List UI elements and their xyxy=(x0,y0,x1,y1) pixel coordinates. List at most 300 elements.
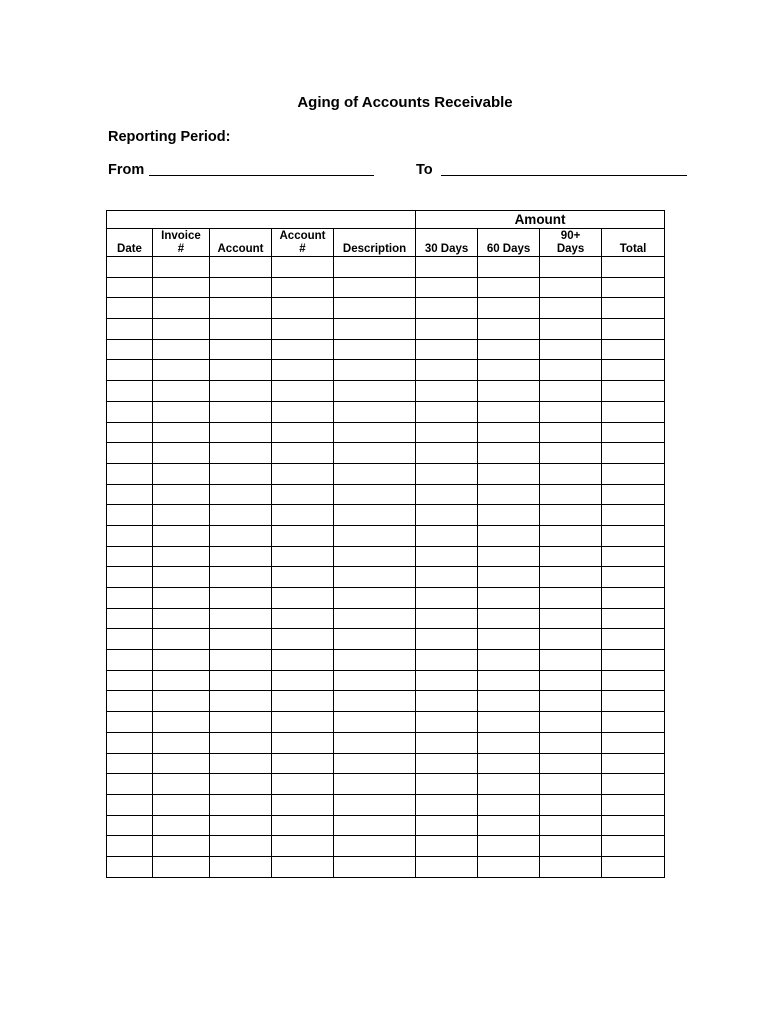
table-cell-d60[interactable] xyxy=(478,774,540,795)
table-cell-account[interactable] xyxy=(210,753,272,774)
table-cell-d30[interactable] xyxy=(416,815,478,836)
table-cell-date[interactable] xyxy=(107,443,153,464)
table-cell-d90[interactable] xyxy=(540,670,602,691)
table-cell-account_no[interactable] xyxy=(272,463,334,484)
table-cell-total[interactable] xyxy=(602,712,665,733)
column-header-date xyxy=(107,229,153,257)
table-cell-invoice[interactable] xyxy=(153,794,210,815)
table-cell-total[interactable] xyxy=(602,319,665,340)
table-cell-date[interactable] xyxy=(107,298,153,319)
table-cell-account_no[interactable] xyxy=(272,319,334,340)
table-cell-account[interactable] xyxy=(210,484,272,505)
table-cell-d30[interactable] xyxy=(416,588,478,609)
table-cell-account[interactable] xyxy=(210,525,272,546)
table-cell-account_no[interactable] xyxy=(272,401,334,422)
table-cell-account[interactable] xyxy=(210,608,272,629)
table-cell-d60[interactable] xyxy=(478,484,540,505)
table-cell-d30[interactable] xyxy=(416,774,478,795)
table-cell-account[interactable] xyxy=(210,463,272,484)
table-cell-date[interactable] xyxy=(107,505,153,526)
table-cell-description[interactable] xyxy=(334,401,416,422)
table-cell-d60[interactable] xyxy=(478,401,540,422)
table-cell-total[interactable] xyxy=(602,691,665,712)
table-cell-d60[interactable] xyxy=(478,608,540,629)
table-cell-description[interactable] xyxy=(334,339,416,360)
table-cell-d60[interactable] xyxy=(478,525,540,546)
table-cell-total[interactable] xyxy=(602,360,665,381)
table-cell-invoice[interactable] xyxy=(153,774,210,795)
table-cell-d60[interactable] xyxy=(478,277,540,298)
table-cell-description[interactable] xyxy=(334,463,416,484)
table-cell-account[interactable] xyxy=(210,381,272,402)
table-cell-description[interactable] xyxy=(334,484,416,505)
table-cell-d90[interactable] xyxy=(540,650,602,671)
table-cell-date[interactable] xyxy=(107,753,153,774)
table-cell-d90[interactable] xyxy=(540,753,602,774)
group-header-row xyxy=(107,211,665,229)
table-cell-account[interactable] xyxy=(210,629,272,650)
table-cell-account[interactable] xyxy=(210,546,272,567)
table-cell-date[interactable] xyxy=(107,608,153,629)
table-cell-d30[interactable] xyxy=(416,836,478,857)
table-cell-d30[interactable] xyxy=(416,319,478,340)
table-cell-invoice[interactable] xyxy=(153,815,210,836)
table-cell-description[interactable] xyxy=(334,629,416,650)
table-cell-description[interactable] xyxy=(334,753,416,774)
table-cell-d90[interactable] xyxy=(540,443,602,464)
table-cell-d90[interactable] xyxy=(540,401,602,422)
table-cell-date[interactable] xyxy=(107,670,153,691)
table-cell-account_no[interactable] xyxy=(272,732,334,753)
table-cell-account_no[interactable] xyxy=(272,443,334,464)
table-cell-d30[interactable] xyxy=(416,525,478,546)
table-cell-account[interactable] xyxy=(210,691,272,712)
table-cell-account_no[interactable] xyxy=(272,381,334,402)
table-cell-d60[interactable] xyxy=(478,732,540,753)
table-cell-d30[interactable] xyxy=(416,794,478,815)
table-cell-description[interactable] xyxy=(334,608,416,629)
table-row xyxy=(107,443,665,464)
table-cell-d90[interactable] xyxy=(540,588,602,609)
table-cell-description[interactable] xyxy=(334,650,416,671)
table-cell-account[interactable] xyxy=(210,856,272,877)
table-cell-date[interactable] xyxy=(107,546,153,567)
table-cell-description[interactable] xyxy=(334,360,416,381)
table-cell-account_no[interactable] xyxy=(272,484,334,505)
table-cell-invoice[interactable] xyxy=(153,629,210,650)
table-cell-d60[interactable] xyxy=(478,319,540,340)
table-cell-total[interactable] xyxy=(602,732,665,753)
table-cell-d30[interactable] xyxy=(416,422,478,443)
table-cell-date[interactable] xyxy=(107,463,153,484)
table-cell-d90[interactable] xyxy=(540,732,602,753)
table-row xyxy=(107,608,665,629)
table-cell-date[interactable] xyxy=(107,567,153,588)
table-cell-account[interactable] xyxy=(210,794,272,815)
table-cell-invoice[interactable] xyxy=(153,319,210,340)
table-cell-account_no[interactable] xyxy=(272,836,334,857)
table-cell-description[interactable] xyxy=(334,732,416,753)
table-cell-description[interactable] xyxy=(334,856,416,877)
table-cell-d30[interactable] xyxy=(416,401,478,422)
table-cell-account[interactable] xyxy=(210,774,272,795)
table-cell-total[interactable] xyxy=(602,608,665,629)
table-cell-d60[interactable] xyxy=(478,836,540,857)
table-cell-d60[interactable] xyxy=(478,670,540,691)
table-cell-total[interactable] xyxy=(602,463,665,484)
table-cell-description[interactable] xyxy=(334,443,416,464)
table-cell-date[interactable] xyxy=(107,629,153,650)
table-cell-account[interactable] xyxy=(210,298,272,319)
table-cell-date[interactable] xyxy=(107,525,153,546)
table-cell-d60[interactable] xyxy=(478,443,540,464)
table-cell-total[interactable] xyxy=(602,567,665,588)
column-header-line2: Date xyxy=(117,243,142,255)
table-cell-d90[interactable] xyxy=(540,463,602,484)
table-cell-account_no[interactable] xyxy=(272,774,334,795)
table-cell-total[interactable] xyxy=(602,422,665,443)
table-cell-account[interactable] xyxy=(210,277,272,298)
table-cell-account_no[interactable] xyxy=(272,525,334,546)
table-cell-account[interactable] xyxy=(210,257,272,278)
table-cell-invoice[interactable] xyxy=(153,463,210,484)
table-cell-date[interactable] xyxy=(107,401,153,422)
table-cell-description[interactable] xyxy=(334,588,416,609)
table-cell-description[interactable] xyxy=(334,546,416,567)
table-cell-account[interactable] xyxy=(210,339,272,360)
table-cell-d90[interactable] xyxy=(540,422,602,443)
table-cell-account_no[interactable] xyxy=(272,298,334,319)
table-cell-description[interactable] xyxy=(334,298,416,319)
table-cell-d30[interactable] xyxy=(416,463,478,484)
table-cell-total[interactable] xyxy=(602,836,665,857)
table-cell-total[interactable] xyxy=(602,339,665,360)
table-cell-invoice[interactable] xyxy=(153,298,210,319)
table-cell-account_no[interactable] xyxy=(272,567,334,588)
table-cell-account[interactable] xyxy=(210,815,272,836)
table-cell-d90[interactable] xyxy=(540,836,602,857)
table-cell-d30[interactable] xyxy=(416,753,478,774)
table-cell-account[interactable] xyxy=(210,443,272,464)
table-cell-total[interactable] xyxy=(602,298,665,319)
table-row xyxy=(107,463,665,484)
table-cell-date[interactable] xyxy=(107,836,153,857)
table-cell-account_no[interactable] xyxy=(272,650,334,671)
table-cell-description[interactable] xyxy=(334,836,416,857)
table-cell-total[interactable] xyxy=(602,650,665,671)
table-cell-account[interactable] xyxy=(210,567,272,588)
table-cell-account_no[interactable] xyxy=(272,339,334,360)
table-cell-d60[interactable] xyxy=(478,546,540,567)
table-cell-date[interactable] xyxy=(107,360,153,381)
table-cell-account[interactable] xyxy=(210,360,272,381)
table-cell-date[interactable] xyxy=(107,691,153,712)
table-cell-description[interactable] xyxy=(334,257,416,278)
table-cell-invoice[interactable] xyxy=(153,401,210,422)
table-cell-d90[interactable] xyxy=(540,525,602,546)
table-cell-description[interactable] xyxy=(334,815,416,836)
table-cell-d90[interactable] xyxy=(540,774,602,795)
table-cell-description[interactable] xyxy=(334,670,416,691)
table-cell-invoice[interactable] xyxy=(153,712,210,733)
table-cell-d60[interactable] xyxy=(478,298,540,319)
table-cell-total[interactable] xyxy=(602,484,665,505)
table-cell-invoice[interactable] xyxy=(153,753,210,774)
table-cell-d90[interactable] xyxy=(540,339,602,360)
table-cell-date[interactable] xyxy=(107,732,153,753)
column-header-d90 xyxy=(540,229,602,257)
column-header-line1: 90+ xyxy=(560,230,581,242)
table-cell-description[interactable] xyxy=(334,691,416,712)
table-cell-d60[interactable] xyxy=(478,463,540,484)
table-cell-invoice[interactable] xyxy=(153,856,210,877)
to-label: To xyxy=(416,162,433,178)
table-cell-d30[interactable] xyxy=(416,381,478,402)
table-cell-total[interactable] xyxy=(602,546,665,567)
table-cell-description[interactable] xyxy=(334,319,416,340)
table-cell-d60[interactable] xyxy=(478,588,540,609)
table-cell-d30[interactable] xyxy=(416,856,478,877)
table-cell-invoice[interactable] xyxy=(153,608,210,629)
table-cell-d90[interactable] xyxy=(540,608,602,629)
table-cell-date[interactable] xyxy=(107,794,153,815)
table-cell-invoice[interactable] xyxy=(153,484,210,505)
table-cell-account[interactable] xyxy=(210,670,272,691)
column-header-total xyxy=(602,229,665,257)
table-cell-d90[interactable] xyxy=(540,712,602,733)
table-cell-d60[interactable] xyxy=(478,339,540,360)
table-cell-d90[interactable] xyxy=(540,546,602,567)
table-cell-invoice[interactable] xyxy=(153,360,210,381)
table-cell-account[interactable] xyxy=(210,588,272,609)
table-cell-total[interactable] xyxy=(602,381,665,402)
table-cell-account_no[interactable] xyxy=(272,753,334,774)
table-cell-date[interactable] xyxy=(107,856,153,877)
table-cell-account_no[interactable] xyxy=(272,856,334,877)
receivables-table xyxy=(106,210,665,878)
table-cell-date[interactable] xyxy=(107,815,153,836)
table-cell-invoice[interactable] xyxy=(153,339,210,360)
table-cell-d30[interactable] xyxy=(416,691,478,712)
table-cell-account[interactable] xyxy=(210,712,272,733)
column-header-line1: Account xyxy=(279,230,326,242)
table-cell-date[interactable] xyxy=(107,257,153,278)
table-cell-description[interactable] xyxy=(334,774,416,795)
table-cell-total[interactable] xyxy=(602,774,665,795)
table-cell-d30[interactable] xyxy=(416,277,478,298)
table-cell-invoice[interactable] xyxy=(153,546,210,567)
table-cell-invoice[interactable] xyxy=(153,836,210,857)
table-cell-d30[interactable] xyxy=(416,505,478,526)
table-cell-d90[interactable] xyxy=(540,629,602,650)
table-row xyxy=(107,856,665,877)
table-cell-d30[interactable] xyxy=(416,567,478,588)
column-header-line2: # xyxy=(177,243,185,255)
table-cell-date[interactable] xyxy=(107,422,153,443)
table-cell-d90[interactable] xyxy=(540,856,602,877)
table-cell-invoice[interactable] xyxy=(153,670,210,691)
table-cell-d60[interactable] xyxy=(478,505,540,526)
table-cell-d60[interactable] xyxy=(478,794,540,815)
table-row xyxy=(107,339,665,360)
table-cell-d60[interactable] xyxy=(478,629,540,650)
column-header-d30 xyxy=(416,229,478,257)
table-cell-total[interactable] xyxy=(602,277,665,298)
table-cell-total[interactable] xyxy=(602,505,665,526)
from-field-line[interactable] xyxy=(149,175,374,176)
table-cell-account_no[interactable] xyxy=(272,815,334,836)
table-cell-invoice[interactable] xyxy=(153,588,210,609)
table-row xyxy=(107,257,665,278)
table-cell-d90[interactable] xyxy=(540,484,602,505)
table-cell-d30[interactable] xyxy=(416,546,478,567)
table-cell-account_no[interactable] xyxy=(272,546,334,567)
table-cell-date[interactable] xyxy=(107,774,153,795)
table-cell-d60[interactable] xyxy=(478,422,540,443)
table-cell-account[interactable] xyxy=(210,836,272,857)
table-cell-account[interactable] xyxy=(210,401,272,422)
column-header-account xyxy=(210,229,272,257)
table-cell-invoice[interactable] xyxy=(153,691,210,712)
table-cell-account_no[interactable] xyxy=(272,691,334,712)
table-row xyxy=(107,836,665,857)
table-cell-d30[interactable] xyxy=(416,650,478,671)
table-cell-total[interactable] xyxy=(602,401,665,422)
table-cell-invoice[interactable] xyxy=(153,381,210,402)
table-row xyxy=(107,360,665,381)
table-cell-date[interactable] xyxy=(107,484,153,505)
table-cell-d60[interactable] xyxy=(478,712,540,733)
table-cell-d90[interactable] xyxy=(540,815,602,836)
table-cell-d30[interactable] xyxy=(416,257,478,278)
table-cell-d90[interactable] xyxy=(540,691,602,712)
table-row xyxy=(107,319,665,340)
table-cell-d30[interactable] xyxy=(416,732,478,753)
table-cell-d30[interactable] xyxy=(416,298,478,319)
table-cell-d90[interactable] xyxy=(540,567,602,588)
to-field-line[interactable] xyxy=(441,175,687,176)
table-row xyxy=(107,794,665,815)
table-cell-date[interactable] xyxy=(107,277,153,298)
table-cell-d60[interactable] xyxy=(478,815,540,836)
table-cell-total[interactable] xyxy=(602,257,665,278)
table-cell-description[interactable] xyxy=(334,567,416,588)
table-cell-invoice[interactable] xyxy=(153,567,210,588)
table-cell-account_no[interactable] xyxy=(272,422,334,443)
table-cell-d90[interactable] xyxy=(540,360,602,381)
table-cell-d60[interactable] xyxy=(478,257,540,278)
table-cell-date[interactable] xyxy=(107,319,153,340)
table-cell-total[interactable] xyxy=(602,815,665,836)
table-cell-date[interactable] xyxy=(107,339,153,360)
table-cell-d30[interactable] xyxy=(416,670,478,691)
table-cell-invoice[interactable] xyxy=(153,650,210,671)
table-cell-account_no[interactable] xyxy=(272,257,334,278)
table-cell-account_no[interactable] xyxy=(272,505,334,526)
table-cell-account_no[interactable] xyxy=(272,629,334,650)
table-cell-d30[interactable] xyxy=(416,339,478,360)
table-cell-total[interactable] xyxy=(602,525,665,546)
table-cell-d30[interactable] xyxy=(416,712,478,733)
table-cell-invoice[interactable] xyxy=(153,525,210,546)
table-cell-account_no[interactable] xyxy=(272,794,334,815)
table-cell-d90[interactable] xyxy=(540,277,602,298)
column-header-line2: 60 Days xyxy=(486,243,531,255)
table-cell-d30[interactable] xyxy=(416,608,478,629)
table-cell-description[interactable] xyxy=(334,277,416,298)
table-cell-account_no[interactable] xyxy=(272,712,334,733)
table-cell-total[interactable] xyxy=(602,856,665,877)
table-cell-d30[interactable] xyxy=(416,360,478,381)
table-cell-d60[interactable] xyxy=(478,650,540,671)
table-cell-invoice[interactable] xyxy=(153,505,210,526)
table-row xyxy=(107,505,665,526)
table-cell-d90[interactable] xyxy=(540,505,602,526)
table-cell-account[interactable] xyxy=(210,505,272,526)
table-cell-description[interactable] xyxy=(334,381,416,402)
table-cell-total[interactable] xyxy=(602,794,665,815)
table-cell-date[interactable] xyxy=(107,588,153,609)
table-cell-account[interactable] xyxy=(210,422,272,443)
table-cell-description[interactable] xyxy=(334,794,416,815)
table-cell-d90[interactable] xyxy=(540,794,602,815)
table-cell-date[interactable] xyxy=(107,712,153,733)
table-cell-d60[interactable] xyxy=(478,567,540,588)
table-cell-account[interactable] xyxy=(210,650,272,671)
table-cell-invoice[interactable] xyxy=(153,732,210,753)
table-cell-d90[interactable] xyxy=(540,298,602,319)
table-cell-account_no[interactable] xyxy=(272,670,334,691)
table-cell-date[interactable] xyxy=(107,381,153,402)
table-cell-account_no[interactable] xyxy=(272,608,334,629)
column-header-line2: Account xyxy=(217,243,264,255)
table-cell-total[interactable] xyxy=(602,443,665,464)
table-cell-date[interactable] xyxy=(107,650,153,671)
table-cell-invoice[interactable] xyxy=(153,443,210,464)
table-cell-d60[interactable] xyxy=(478,691,540,712)
table-row xyxy=(107,567,665,588)
table-cell-description[interactable] xyxy=(334,525,416,546)
table-cell-d30[interactable] xyxy=(416,629,478,650)
table-cell-account_no[interactable] xyxy=(272,360,334,381)
table-cell-total[interactable] xyxy=(602,629,665,650)
table-cell-d90[interactable] xyxy=(540,319,602,340)
table-row xyxy=(107,277,665,298)
table-cell-account[interactable] xyxy=(210,319,272,340)
table-cell-d60[interactable] xyxy=(478,360,540,381)
table-cell-total[interactable] xyxy=(602,753,665,774)
table-cell-invoice[interactable] xyxy=(153,277,210,298)
table-cell-total[interactable] xyxy=(602,588,665,609)
table-cell-description[interactable] xyxy=(334,712,416,733)
table-cell-d90[interactable] xyxy=(540,381,602,402)
table-cell-d60[interactable] xyxy=(478,753,540,774)
table-cell-d60[interactable] xyxy=(478,856,540,877)
table-cell-d30[interactable] xyxy=(416,443,478,464)
table-row xyxy=(107,629,665,650)
table-cell-account_no[interactable] xyxy=(272,588,334,609)
table-cell-d60[interactable] xyxy=(478,381,540,402)
table-cell-account[interactable] xyxy=(210,732,272,753)
table-cell-account_no[interactable] xyxy=(272,277,334,298)
table-cell-description[interactable] xyxy=(334,505,416,526)
table-cell-description[interactable] xyxy=(334,422,416,443)
table-cell-invoice[interactable] xyxy=(153,422,210,443)
table-cell-invoice[interactable] xyxy=(153,257,210,278)
table-cell-d90[interactable] xyxy=(540,257,602,278)
table-cell-d30[interactable] xyxy=(416,484,478,505)
table-cell-total[interactable] xyxy=(602,670,665,691)
